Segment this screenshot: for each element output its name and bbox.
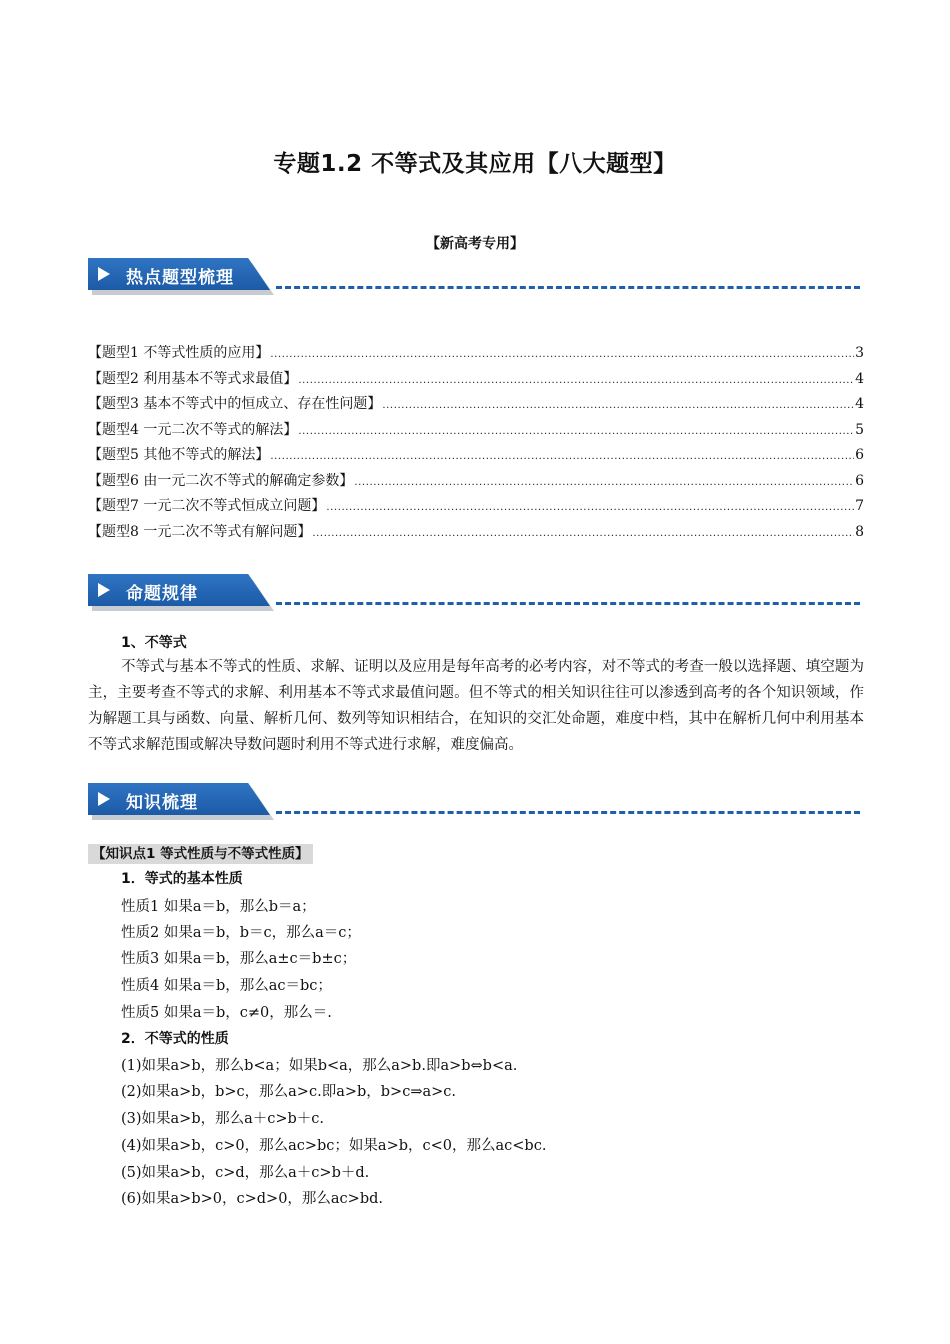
toc-entry-7[interactable]: 【题型7 一元二次不等式恒成立问题】 ..... 7 [88,495,864,521]
equality-heading: 1．等式的基本性质 [121,871,243,887]
document-title: 专题1.2 不等式及其应用【八大题型】 [273,151,677,177]
dashed-divider [276,602,860,605]
toc-entry-2[interactable]: 【题型2 利用基本不等式求最值】 ..... 4 [88,368,864,394]
toc-entry-8[interactable]: 【题型8 一元二次不等式有解问题】 ..... 8 [88,521,864,547]
dashed-divider [276,811,860,814]
toc-entry-4[interactable]: 【题型4 一元二次不等式的解法】 ..... 5 [88,419,864,445]
dashed-divider [276,286,860,289]
toc-entry-3[interactable]: 【题型3 基本不等式中的恒成立、存在性问题】 ..... 4 [88,393,864,419]
toc-entry-6[interactable]: 【题型6 由一元二次不等式的解确定参数】 ..... 6 [88,470,864,496]
leader-dots [312,524,854,540]
inequality-property-2: (2)如果a>b，b>c，那么a>c.即a>b，b>c⇒a>c. [121,1084,456,1100]
equality-property-5: 性质5 如果a＝b，c≠0，那么＝. [121,1005,332,1021]
leader-dots [298,422,854,438]
banner-knowledge [88,783,868,823]
leader-dots [270,345,854,361]
equality-property-2: 性质2 如果a＝b，b＝c，那么a＝c； [121,925,361,941]
leader-dots [298,371,854,387]
equality-property-1: 性质1 如果a＝b，那么b＝a； [121,899,316,915]
play-icon [98,267,110,281]
banner-hot-topics [88,258,868,298]
section-heading-inequality: 1、不等式 [121,635,187,651]
inequality-property-1: (1)如果a>b，那么b<a；如果b<a，那么a>b.即a>b⇔b<a. [121,1058,518,1074]
table-of-contents [88,342,864,546]
toc-entry-1[interactable]: 【题型1 不等式性质的应用】 ..... 3 [88,342,864,368]
leader-dots [270,447,854,463]
leader-dots [354,473,854,489]
equality-property-3: 性质3 如果a＝b，那么a±c＝b±c； [121,951,357,967]
inequality-property-3: (3)如果a>b，那么a＋c>b＋c. [121,1111,325,1127]
banner-label: 知识梳理 [126,793,198,813]
inequality-property-4: (4)如果a>b，c>0，那么ac>bc；如果a>b，c<0，那么ac<bc. [121,1138,547,1154]
inequality-property-6: (6)如果a>b>0，c>d>0，那么ac>bd. [121,1191,384,1207]
leader-dots [382,396,854,412]
banner-rules [88,574,868,614]
play-icon [98,792,110,806]
inequality-property-5: (5)如果a>b，c>d，那么a＋c>b＋d. [121,1165,370,1181]
rule-paragraph: 不等式与基本不等式的性质、求解、证明以及应用是每年高考的必考内容，对不等式的考查一般以选择题、填空题为主，主要考查不等式的求解、利用基本不等式求最值问题。但不等式的相关知识往往可以渗透到高考的各个知识领域，作为解题工具与函数、向量、解析几何、数列等知识相结合，在知识的交汇处命题，难度中档，其中在解析几何中利用基本不等式求解范围或解决导数问题时利用不等式进行求解，难度偏高。 [88,659,864,753]
knowledge-point-label: 【知识点1 等式性质与不等式性质】 [88,844,313,864]
leader-dots [326,498,854,514]
toc-entry-5[interactable]: 【题型5 其他不等式的解法】 ..... 6 [88,444,864,470]
play-icon [98,583,110,597]
equality-property-4: 性质4 如果a＝b，那么ac＝bc； [121,978,332,994]
banner-label: 热点题型梳理 [126,268,234,288]
document-subtitle: 【新高考专用】 [426,236,524,252]
banner-label: 命题规律 [126,584,198,604]
inequality-heading: 2．不等式的性质 [121,1031,229,1047]
